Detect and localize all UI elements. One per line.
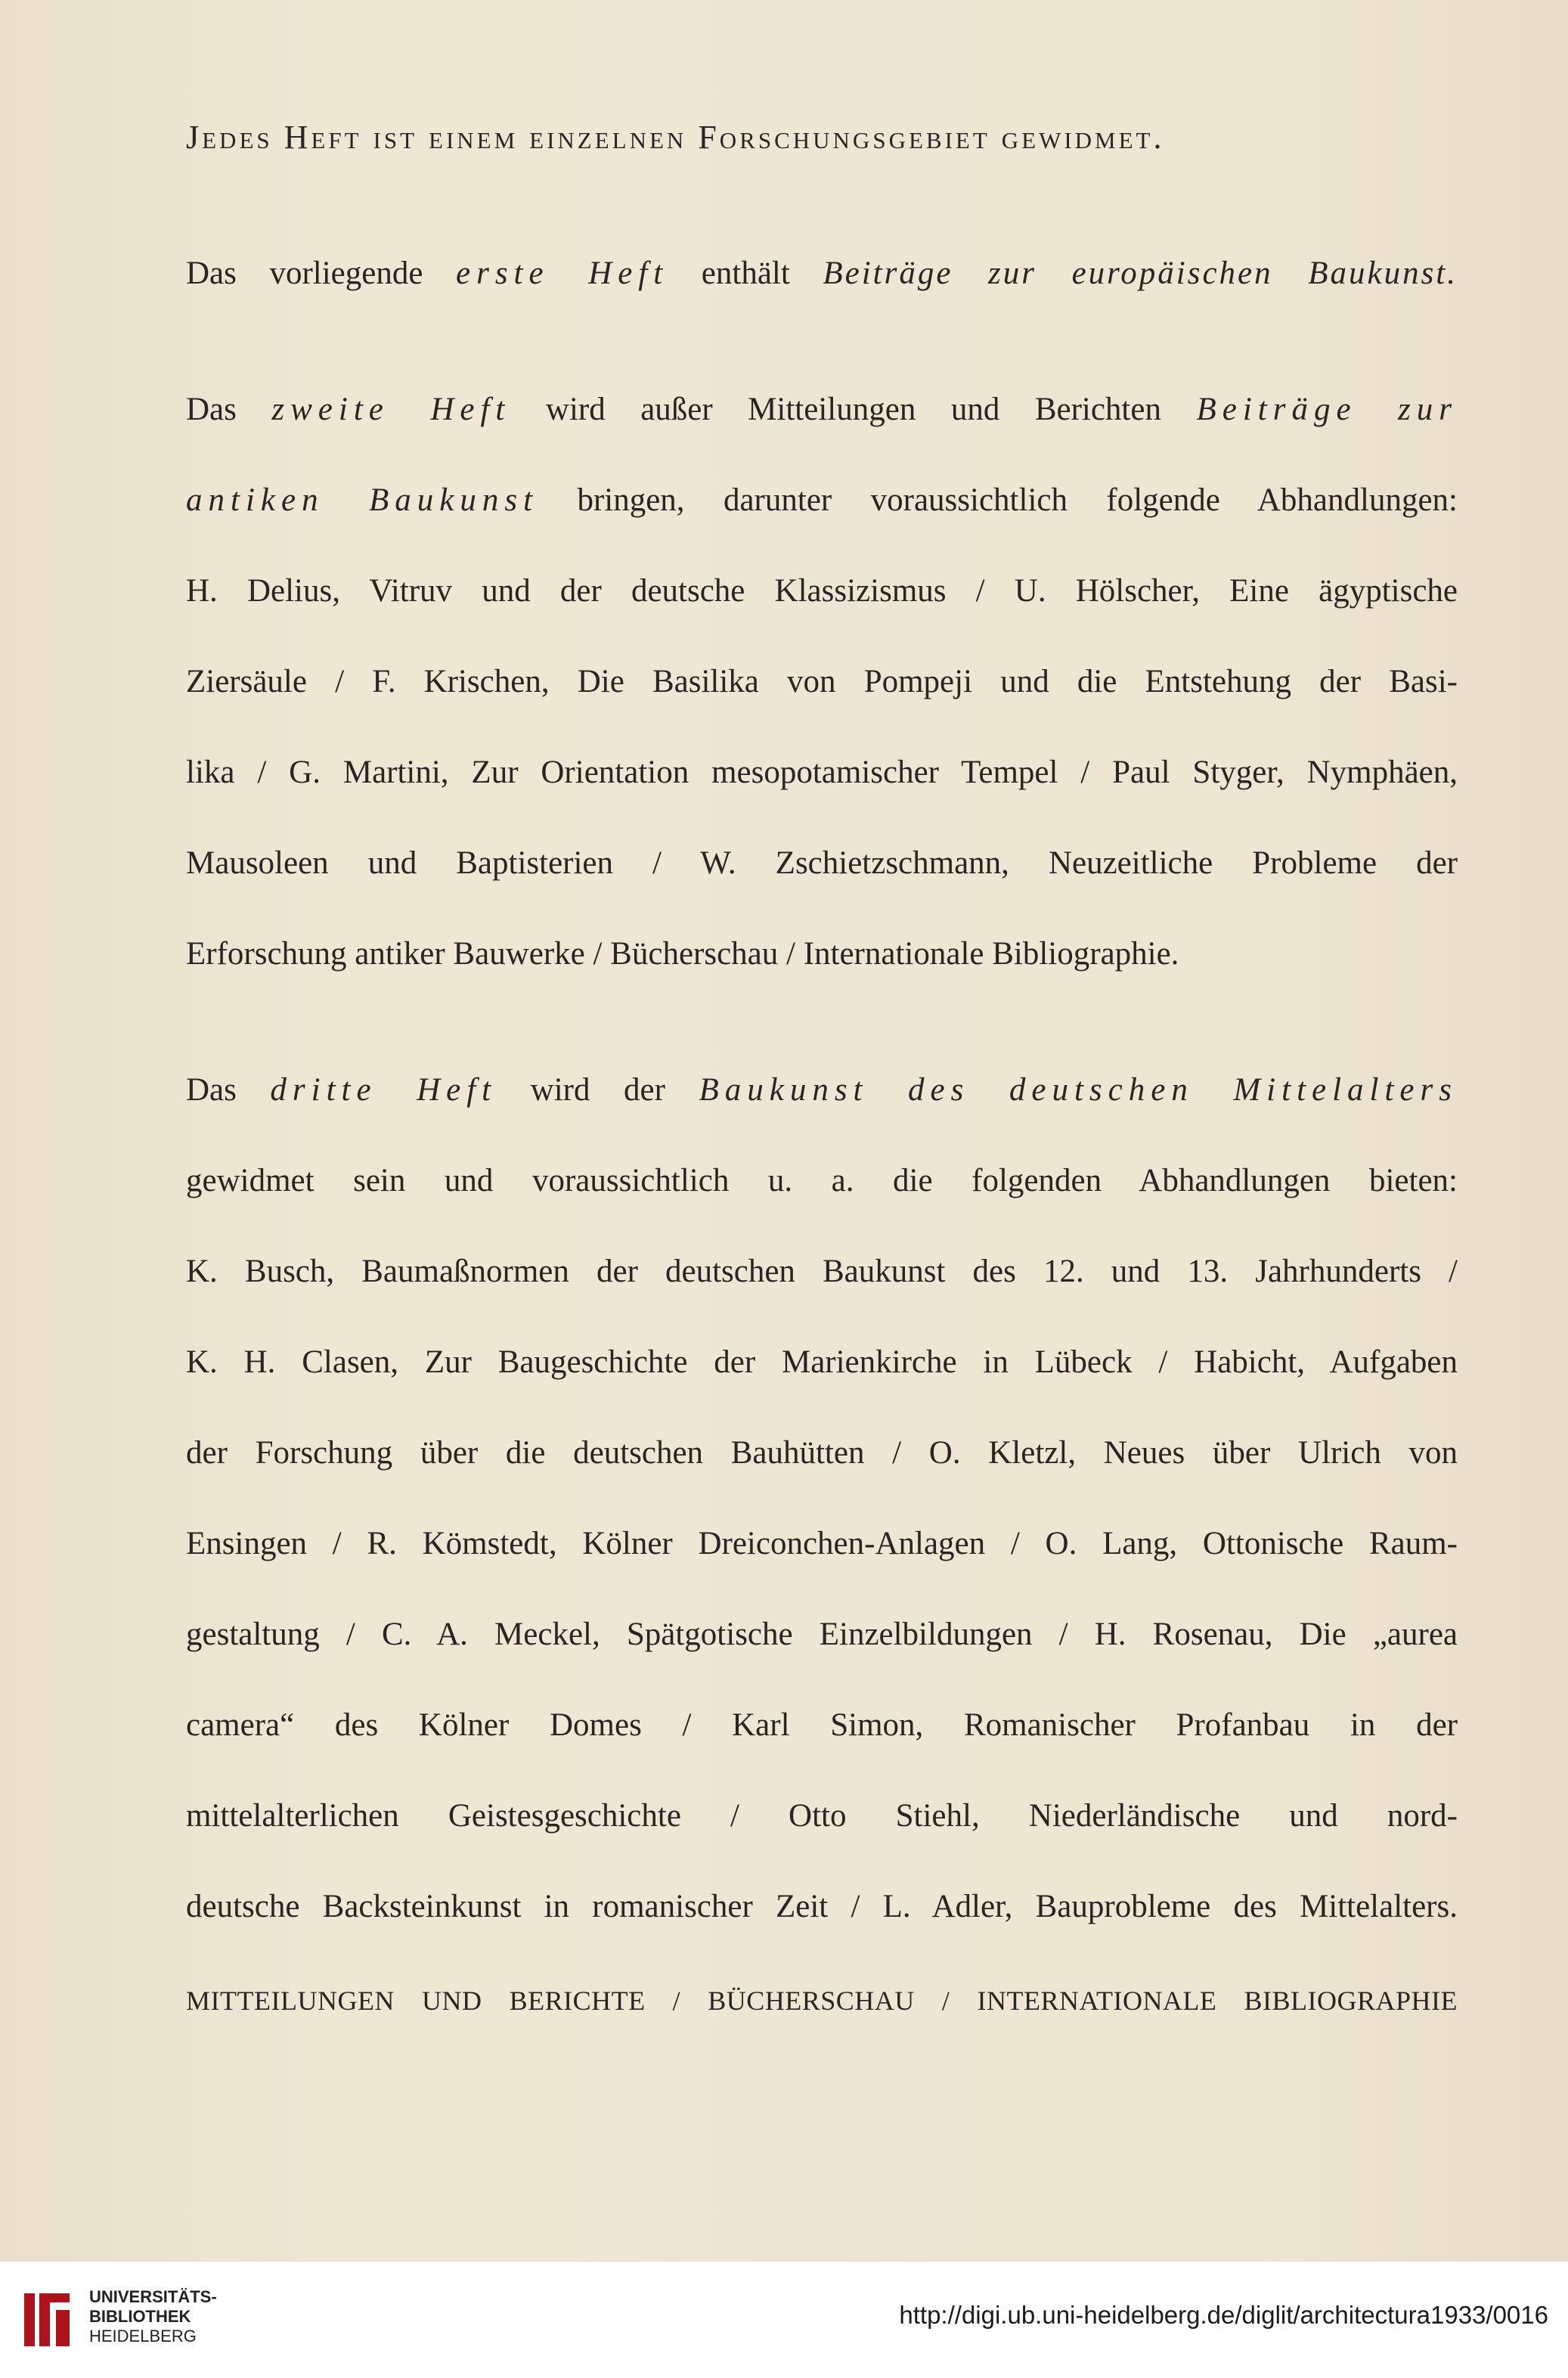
library-name[interactable]: UNIVERSITÄTS- BIBLIOTHEK HEIDELBERG: [89, 2287, 217, 2345]
para2-line-2: antiken Baukunst bringen, darunter voraussichtlich folgende Abhandlungen:: [186, 482, 1458, 518]
para3-line-4: K. H. Clasen, Zur Baugeschichte der Marienkirche in Lübeck / Habicht, Aufgaben: [186, 1344, 1458, 1380]
page-heading: [186, 115, 1458, 160]
para1-line-1: Das vorliegende erste Heft enthält Beiträge zur europäischen Baukunst.: [186, 256, 1458, 291]
para2-line-6: Mausoleen und Baptisterien / W. Zschietzschmann, Neuzeitliche Probleme der: [186, 845, 1458, 881]
library-logo-icon[interactable]: [17, 2283, 77, 2355]
permalink-url[interactable]: http://digi.ub.uni-heidelberg.de/diglit/architectura1933/0016: [899, 2301, 1548, 2329]
para2-line-5: lika / G. Martini, Zur Orientation mesopotamischer Tempel / Paul Styger, Nymphäen,: [186, 755, 1458, 790]
para3-line-1: Das dritte Heft wird der Baukunst des deutschen Mittelalters: [186, 1072, 1458, 1108]
para2-line-7: Erforschung antiker Bauwerke / Bücherschau / Internationale Bibliographie.: [186, 936, 1179, 972]
para3-line-3: K. Busch, Baumaßnormen der deutschen Baukunst des 12. und 13. Jahrhunderts /: [186, 1254, 1458, 1289]
para3-line-5: der Forschung über die deutschen Bauhütten / O. Kletzl, Neues über Ulrich von: [186, 1435, 1458, 1471]
para3-line-7: gestaltung / C. A. Meckel, Spätgotische Einzelbildungen / H. Rosenau, Die „aurea: [186, 1617, 1458, 1652]
para3-line-10: deutsche Backsteinkunst in romanischer Zeit / L. Adler, Bauprobleme des Mittelalters.: [186, 1889, 1458, 1924]
footer-bar: [0, 2261, 1568, 2378]
closing-line: MITTEILUNGEN UND BERICHTE / BÜCHERSCHAU / INTERNATIONALE BIBLIOGRAPHIE: [186, 1986, 1458, 2016]
para2-line-4: Ziersäule / F. Krischen, Die Basilika von Pompeji und die Entstehung der Basi-: [186, 664, 1458, 699]
para2-line-3: H. Delius, Vitruv und der deutsche Klassizismus / U. Hölscher, Eine ägyptische: [186, 573, 1458, 609]
para3-line-2: gewidmet sein und voraussichtlich u. a. die folgenden Abhandlungen bieten:: [186, 1163, 1458, 1198]
para3-line-8: camera“ des Kölner Domes / Karl Simon, Romanischer Profanbau in der: [186, 1707, 1458, 1743]
para3-line-9: mittelalterlichen Geistesgeschichte / Otto Stiehl, Niederländische und nord-: [186, 1798, 1458, 1834]
para2-line-1: Das zweite Heft wird außer Mitteilungen und Berichten Beiträge zur: [186, 392, 1458, 427]
heading-text: Jedes Heft ist einem einzelnen Forschungsgebiet gewidmet.: [186, 119, 1165, 156]
para3-line-6: Ensingen / R. Kömstedt, Kölner Dreiconchen-Anlagen / O. Lang, Ottonische Raum-: [186, 1526, 1458, 1561]
